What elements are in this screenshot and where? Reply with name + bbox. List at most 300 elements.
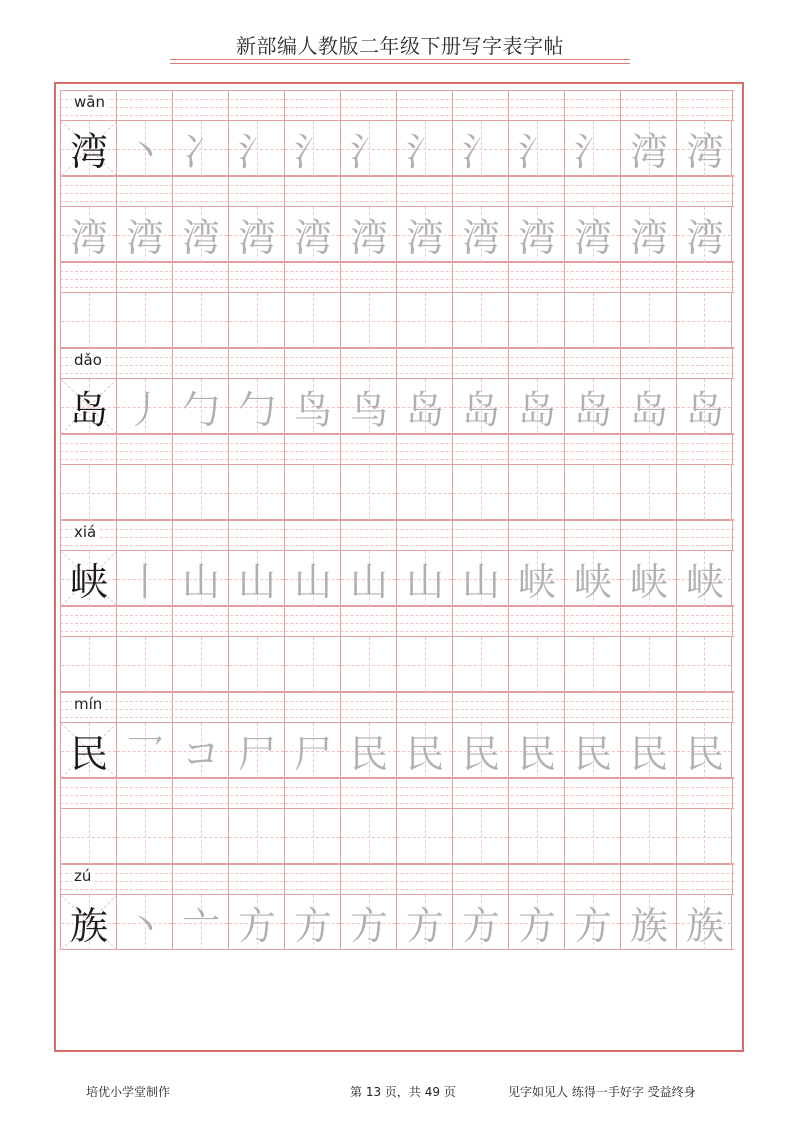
practice-cell[interactable] bbox=[508, 379, 564, 434]
pinyin-cell-divider bbox=[564, 91, 565, 120]
stroke-step-character: 湾 bbox=[293, 216, 332, 260]
practice-cell[interactable] bbox=[284, 809, 340, 864]
practice-cell[interactable] bbox=[396, 895, 452, 950]
pinyin-cell-divider bbox=[620, 177, 621, 206]
stroke-step-character: 冫 bbox=[181, 130, 220, 174]
pinyin-cell-divider bbox=[676, 435, 677, 464]
pinyin-guide-line bbox=[60, 529, 734, 530]
practice-cell[interactable] bbox=[228, 809, 284, 864]
pinyin-cell-divider bbox=[620, 435, 621, 464]
practice-cell[interactable] bbox=[116, 121, 172, 176]
pinyin-strip bbox=[60, 348, 734, 378]
pinyin-cell-divider bbox=[116, 865, 117, 894]
pinyin-guide-line bbox=[60, 881, 734, 882]
practice-cell[interactable] bbox=[340, 121, 396, 176]
practice-cell[interactable] bbox=[172, 121, 228, 176]
pinyin-guide-line bbox=[60, 545, 734, 546]
practice-cell[interactable] bbox=[172, 465, 228, 520]
practice-cell[interactable] bbox=[396, 465, 452, 520]
practice-cell[interactable] bbox=[172, 895, 228, 950]
pinyin-cell-divider bbox=[564, 349, 565, 378]
title-rule-top bbox=[170, 59, 630, 60]
practice-cell[interactable] bbox=[172, 809, 228, 864]
practice-cell[interactable] bbox=[340, 809, 396, 864]
practice-cell[interactable] bbox=[340, 293, 396, 348]
practice-cell[interactable] bbox=[452, 637, 508, 692]
practice-cell[interactable] bbox=[284, 723, 340, 778]
practice-cell[interactable] bbox=[396, 637, 452, 692]
stroke-step-character: 湾 bbox=[349, 216, 388, 260]
practice-cell[interactable] bbox=[396, 379, 452, 434]
practice-cell[interactable] bbox=[508, 637, 564, 692]
pinyin-cell-divider bbox=[228, 607, 229, 636]
model-character-cell[interactable] bbox=[60, 379, 116, 434]
practice-cell[interactable] bbox=[508, 121, 564, 176]
pinyin-cell-divider bbox=[116, 263, 117, 292]
stroke-step-character: 岛 bbox=[685, 388, 724, 432]
practice-cell[interactable] bbox=[228, 895, 284, 950]
pinyin-strip bbox=[60, 434, 734, 464]
pinyin-cell-divider bbox=[620, 91, 621, 120]
pinyin-cell-divider bbox=[60, 521, 61, 550]
stroke-step-character: 湾 bbox=[517, 216, 556, 260]
practice-cell[interactable] bbox=[508, 809, 564, 864]
character-row bbox=[60, 206, 734, 262]
character-row bbox=[60, 550, 734, 606]
pinyin-cell-divider bbox=[508, 349, 509, 378]
practice-cell[interactable] bbox=[676, 465, 732, 520]
practice-cell[interactable] bbox=[284, 293, 340, 348]
practice-cell[interactable] bbox=[676, 293, 732, 348]
practice-cell[interactable] bbox=[564, 895, 620, 950]
practice-cell[interactable] bbox=[564, 465, 620, 520]
pinyin-cell-divider bbox=[396, 435, 397, 464]
pinyin-cell-divider bbox=[228, 779, 229, 808]
pinyin-cell-divider bbox=[340, 349, 341, 378]
pinyin-guide-line bbox=[60, 115, 734, 116]
stroke-step-character: 乛 bbox=[125, 732, 164, 776]
stroke-step-character: 峡 bbox=[517, 560, 556, 604]
practice-cell[interactable] bbox=[116, 207, 172, 262]
practice-cell[interactable] bbox=[676, 207, 732, 262]
pinyin-guide-line bbox=[60, 443, 734, 444]
pinyin-cell-divider bbox=[564, 263, 565, 292]
pinyin-cell-divider bbox=[676, 263, 677, 292]
practice-cell[interactable] bbox=[396, 723, 452, 778]
stroke-step-character: 山 bbox=[181, 560, 220, 604]
pinyin-cell-divider bbox=[172, 521, 173, 550]
practice-cell[interactable] bbox=[620, 895, 676, 950]
stroke-step-character: 方 bbox=[517, 904, 556, 948]
pinyin-guide-line bbox=[60, 701, 734, 702]
stroke-step-character: 山 bbox=[237, 560, 276, 604]
pinyin-guide-line bbox=[60, 365, 734, 366]
stroke-step-character: 方 bbox=[349, 904, 388, 948]
practice-cell[interactable] bbox=[452, 895, 508, 950]
stroke-step-character: 岛 bbox=[461, 388, 500, 432]
practice-cell[interactable] bbox=[284, 637, 340, 692]
pinyin-cell-divider bbox=[564, 865, 565, 894]
pinyin-cell-divider bbox=[172, 693, 173, 722]
practice-cell[interactable] bbox=[284, 379, 340, 434]
practice-cell[interactable] bbox=[620, 121, 676, 176]
stroke-step-character: 山 bbox=[293, 560, 332, 604]
practice-grid bbox=[60, 90, 734, 950]
model-character-cell[interactable] bbox=[60, 551, 116, 606]
stroke-step-character: 鸟 bbox=[293, 388, 332, 432]
pinyin-guide-line bbox=[60, 357, 734, 358]
stroke-step-character: 氵 bbox=[349, 130, 388, 174]
pinyin-cell-divider bbox=[452, 865, 453, 894]
practice-cell[interactable] bbox=[564, 809, 620, 864]
stroke-step-character: 氵 bbox=[293, 130, 332, 174]
practice-cell[interactable] bbox=[228, 121, 284, 176]
pinyin-cell-divider bbox=[60, 865, 61, 894]
practice-cell[interactable] bbox=[396, 551, 452, 606]
practice-cell[interactable] bbox=[60, 293, 116, 348]
pinyin-cell-divider bbox=[340, 779, 341, 808]
practice-cell[interactable] bbox=[564, 207, 620, 262]
practice-cell[interactable] bbox=[60, 809, 116, 864]
pinyin-guide-line bbox=[60, 99, 734, 100]
model-character-cell[interactable] bbox=[60, 121, 116, 176]
pinyin-strip bbox=[60, 606, 734, 636]
pinyin-guide-line bbox=[60, 873, 734, 874]
practice-cell[interactable] bbox=[284, 207, 340, 262]
practice-cell[interactable] bbox=[620, 723, 676, 778]
practice-cell[interactable] bbox=[452, 551, 508, 606]
pinyin-cell-divider bbox=[676, 91, 677, 120]
pinyin-cell-divider bbox=[732, 435, 733, 464]
pinyin-cell-divider bbox=[620, 263, 621, 292]
practice-cell[interactable] bbox=[620, 293, 676, 348]
practice-cell[interactable] bbox=[564, 121, 620, 176]
pinyin-cell-divider bbox=[228, 91, 229, 120]
stroke-step-character: 湾 bbox=[237, 216, 276, 260]
pinyin-cell-divider bbox=[452, 349, 453, 378]
stroke-step-character: 湾 bbox=[573, 216, 612, 260]
practice-cell[interactable] bbox=[116, 723, 172, 778]
practice-cell[interactable] bbox=[508, 551, 564, 606]
pinyin-label: xiá bbox=[74, 523, 97, 541]
pinyin-cell-divider bbox=[116, 177, 117, 206]
pinyin-cell-divider bbox=[116, 349, 117, 378]
practice-cell[interactable] bbox=[620, 637, 676, 692]
pinyin-cell-divider bbox=[732, 521, 733, 550]
model-character: 湾 bbox=[69, 130, 108, 174]
practice-cell[interactable] bbox=[452, 809, 508, 864]
pinyin-cell-divider bbox=[284, 779, 285, 808]
practice-cell[interactable] bbox=[116, 895, 172, 950]
pinyin-cell-divider bbox=[676, 177, 677, 206]
pinyin-cell-divider bbox=[60, 177, 61, 206]
pinyin-cell-divider bbox=[732, 693, 733, 722]
practice-cell[interactable] bbox=[116, 551, 172, 606]
practice-cell[interactable] bbox=[452, 293, 508, 348]
pinyin-cell-divider bbox=[340, 693, 341, 722]
pinyin-cell-divider bbox=[228, 263, 229, 292]
practice-cell[interactable] bbox=[340, 895, 396, 950]
stroke-step-character: 族 bbox=[629, 904, 668, 948]
pinyin-cell-divider bbox=[732, 91, 733, 120]
pinyin-cell-divider bbox=[396, 177, 397, 206]
stroke-step-character: 氵 bbox=[461, 130, 500, 174]
stroke-step-character: 湾 bbox=[181, 216, 220, 260]
practice-cell[interactable] bbox=[228, 551, 284, 606]
stroke-step-character: 湾 bbox=[461, 216, 500, 260]
model-character: 峡 bbox=[69, 560, 108, 604]
stroke-step-character: 民 bbox=[629, 732, 668, 776]
practice-cell[interactable] bbox=[228, 293, 284, 348]
stroke-step-character: 丨 bbox=[125, 560, 164, 604]
practice-cell[interactable] bbox=[508, 465, 564, 520]
pinyin-guide-line bbox=[60, 107, 734, 108]
practice-cell[interactable] bbox=[228, 723, 284, 778]
practice-cell[interactable] bbox=[396, 809, 452, 864]
practice-cell[interactable] bbox=[284, 121, 340, 176]
pinyin-cell-divider bbox=[732, 607, 733, 636]
stroke-step-character: 湾 bbox=[685, 216, 724, 260]
pinyin-cell-divider bbox=[508, 865, 509, 894]
pinyin-strip bbox=[60, 262, 734, 292]
stroke-step-character: 民 bbox=[573, 732, 612, 776]
pinyin-cell-divider bbox=[508, 91, 509, 120]
character-row bbox=[60, 636, 734, 692]
model-character: 族 bbox=[69, 904, 108, 948]
practice-cell[interactable] bbox=[452, 207, 508, 262]
character-row bbox=[60, 292, 734, 348]
practice-cell[interactable] bbox=[116, 637, 172, 692]
character-row bbox=[60, 378, 734, 434]
stroke-step-character: 岛 bbox=[629, 388, 668, 432]
pinyin-cell-divider bbox=[228, 349, 229, 378]
pinyin-cell-divider bbox=[676, 779, 677, 808]
practice-cell[interactable] bbox=[172, 293, 228, 348]
practice-cell[interactable] bbox=[228, 379, 284, 434]
pinyin-cell-divider bbox=[564, 607, 565, 636]
pinyin-cell-divider bbox=[508, 779, 509, 808]
practice-cell[interactable] bbox=[60, 637, 116, 692]
pinyin-cell-divider bbox=[172, 435, 173, 464]
practice-cell[interactable] bbox=[564, 723, 620, 778]
practice-cell[interactable] bbox=[676, 121, 732, 176]
practice-cell[interactable] bbox=[676, 809, 732, 864]
pinyin-cell-divider bbox=[228, 521, 229, 550]
pinyin-cell-divider bbox=[452, 91, 453, 120]
pinyin-cell-divider bbox=[564, 693, 565, 722]
pinyin-strip bbox=[60, 864, 734, 894]
stroke-step-character: 民 bbox=[461, 732, 500, 776]
pinyin-cell-divider bbox=[676, 693, 677, 722]
practice-cell[interactable] bbox=[676, 637, 732, 692]
practice-cell[interactable] bbox=[564, 637, 620, 692]
practice-cell[interactable] bbox=[228, 637, 284, 692]
pinyin-cell-divider bbox=[116, 607, 117, 636]
pinyin-cell-divider bbox=[284, 263, 285, 292]
practice-cell[interactable] bbox=[452, 121, 508, 176]
model-character-cell[interactable] bbox=[60, 723, 116, 778]
stroke-step-character: 亠 bbox=[181, 904, 220, 948]
practice-cell[interactable] bbox=[508, 207, 564, 262]
pinyin-cell-divider bbox=[564, 435, 565, 464]
practice-cell[interactable] bbox=[116, 379, 172, 434]
stroke-step-character: 丶 bbox=[125, 130, 164, 174]
pinyin-cell-divider bbox=[116, 779, 117, 808]
practice-cell[interactable] bbox=[284, 895, 340, 950]
practice-cell[interactable] bbox=[172, 207, 228, 262]
pinyin-cell-divider bbox=[60, 693, 61, 722]
pinyin-cell-divider bbox=[172, 779, 173, 808]
practice-cell[interactable] bbox=[116, 465, 172, 520]
practice-cell[interactable] bbox=[60, 465, 116, 520]
pinyin-cell-divider bbox=[60, 607, 61, 636]
pinyin-cell-divider bbox=[284, 521, 285, 550]
pinyin-guide-line bbox=[60, 287, 734, 288]
practice-cell[interactable] bbox=[508, 723, 564, 778]
practice-cell[interactable] bbox=[340, 465, 396, 520]
practice-cell[interactable] bbox=[172, 723, 228, 778]
character-row bbox=[60, 120, 734, 176]
stroke-step-character: 氵 bbox=[517, 130, 556, 174]
stroke-step-character: 湾 bbox=[125, 216, 164, 260]
practice-cell[interactable] bbox=[340, 637, 396, 692]
pinyin-guide-line bbox=[60, 717, 734, 718]
practice-cell[interactable] bbox=[340, 551, 396, 606]
practice-cell[interactable] bbox=[172, 637, 228, 692]
practice-cell[interactable] bbox=[228, 465, 284, 520]
stroke-step-character: 峡 bbox=[573, 560, 612, 604]
practice-cell[interactable] bbox=[620, 551, 676, 606]
pinyin-guide-line bbox=[60, 201, 734, 202]
pinyin-cell-divider bbox=[60, 91, 61, 120]
pinyin-guide-line bbox=[60, 185, 734, 186]
pinyin-cell-divider bbox=[732, 865, 733, 894]
practice-cell[interactable] bbox=[172, 379, 228, 434]
practice-cell[interactable] bbox=[620, 207, 676, 262]
pinyin-strip bbox=[60, 176, 734, 206]
stroke-step-character: 勹 bbox=[181, 388, 220, 432]
pinyin-strip bbox=[60, 692, 734, 722]
practice-cell[interactable] bbox=[172, 551, 228, 606]
pinyin-guide-line bbox=[60, 795, 734, 796]
pinyin-cell-divider bbox=[228, 435, 229, 464]
pinyin-label: zú bbox=[74, 867, 92, 885]
pinyin-cell-divider bbox=[60, 349, 61, 378]
pinyin-cell-divider bbox=[620, 607, 621, 636]
practice-cell[interactable] bbox=[564, 293, 620, 348]
character-row bbox=[60, 722, 734, 778]
pinyin-cell-divider bbox=[172, 91, 173, 120]
pinyin-cell-divider bbox=[676, 865, 677, 894]
stroke-step-character: 丿 bbox=[125, 388, 164, 432]
stroke-step-character: 民 bbox=[517, 732, 556, 776]
pinyin-cell-divider bbox=[116, 435, 117, 464]
model-character-cell[interactable] bbox=[60, 895, 116, 950]
pinyin-cell-divider bbox=[676, 521, 677, 550]
practice-cell[interactable] bbox=[676, 723, 732, 778]
practice-cell[interactable] bbox=[620, 379, 676, 434]
stroke-step-character: 山 bbox=[461, 560, 500, 604]
pinyin-cell-divider bbox=[620, 865, 621, 894]
pinyin-guide-line bbox=[60, 889, 734, 890]
stroke-step-character: 勹 bbox=[237, 388, 276, 432]
practice-cell[interactable] bbox=[340, 723, 396, 778]
practice-cell[interactable] bbox=[60, 207, 116, 262]
pinyin-cell-divider bbox=[508, 693, 509, 722]
pinyin-strip bbox=[60, 90, 734, 120]
pinyin-guide-line bbox=[60, 193, 734, 194]
practice-cell[interactable] bbox=[116, 293, 172, 348]
pinyin-cell-divider bbox=[620, 693, 621, 722]
practice-cell[interactable] bbox=[396, 207, 452, 262]
practice-cell[interactable] bbox=[228, 207, 284, 262]
pinyin-strip bbox=[60, 520, 734, 550]
pinyin-cell-divider bbox=[284, 435, 285, 464]
practice-cell[interactable] bbox=[396, 293, 452, 348]
practice-cell[interactable] bbox=[340, 207, 396, 262]
practice-cell[interactable] bbox=[452, 723, 508, 778]
practice-cell[interactable] bbox=[116, 809, 172, 864]
pinyin-strip bbox=[60, 778, 734, 808]
pinyin-cell-divider bbox=[452, 435, 453, 464]
practice-cell[interactable] bbox=[564, 551, 620, 606]
pinyin-cell-divider bbox=[396, 607, 397, 636]
pinyin-cell-divider bbox=[340, 865, 341, 894]
practice-cell[interactable] bbox=[620, 465, 676, 520]
practice-cell[interactable] bbox=[676, 379, 732, 434]
pinyin-cell-divider bbox=[396, 521, 397, 550]
practice-cell[interactable] bbox=[564, 379, 620, 434]
pinyin-cell-divider bbox=[508, 177, 509, 206]
stroke-step-character: 湾 bbox=[629, 216, 668, 260]
stroke-step-character: 方 bbox=[405, 904, 444, 948]
practice-cell[interactable] bbox=[508, 293, 564, 348]
practice-cell[interactable] bbox=[396, 121, 452, 176]
pinyin-cell-divider bbox=[228, 177, 229, 206]
stroke-step-character: 岛 bbox=[517, 388, 556, 432]
pinyin-cell-divider bbox=[340, 91, 341, 120]
pinyin-cell-divider bbox=[620, 521, 621, 550]
stroke-step-character: 族 bbox=[685, 904, 724, 948]
practice-cell[interactable] bbox=[284, 465, 340, 520]
model-character: 岛 bbox=[69, 388, 108, 432]
practice-cell[interactable] bbox=[452, 379, 508, 434]
practice-cell[interactable] bbox=[284, 551, 340, 606]
stroke-step-character: 湾 bbox=[69, 216, 108, 260]
pinyin-cell-divider bbox=[172, 263, 173, 292]
stroke-step-character: 山 bbox=[349, 560, 388, 604]
pinyin-cell-divider bbox=[564, 521, 565, 550]
pinyin-cell-divider bbox=[340, 263, 341, 292]
pinyin-guide-line bbox=[60, 787, 734, 788]
pinyin-cell-divider bbox=[396, 263, 397, 292]
practice-cell[interactable] bbox=[340, 379, 396, 434]
footer-page-number: 第 13 页，共 49 页 bbox=[350, 1085, 456, 1099]
practice-cell[interactable] bbox=[508, 895, 564, 950]
stroke-step-character: コ bbox=[181, 732, 220, 776]
pinyin-cell-divider bbox=[620, 779, 621, 808]
pinyin-cell-divider bbox=[676, 607, 677, 636]
stroke-step-character: 方 bbox=[461, 904, 500, 948]
practice-cell[interactable] bbox=[620, 809, 676, 864]
pinyin-guide-line bbox=[60, 615, 734, 616]
practice-cell[interactable] bbox=[676, 551, 732, 606]
pinyin-cell-divider bbox=[452, 607, 453, 636]
practice-cell[interactable] bbox=[452, 465, 508, 520]
pinyin-cell-divider bbox=[60, 263, 61, 292]
practice-cell[interactable] bbox=[676, 895, 732, 950]
pinyin-cell-divider bbox=[508, 263, 509, 292]
